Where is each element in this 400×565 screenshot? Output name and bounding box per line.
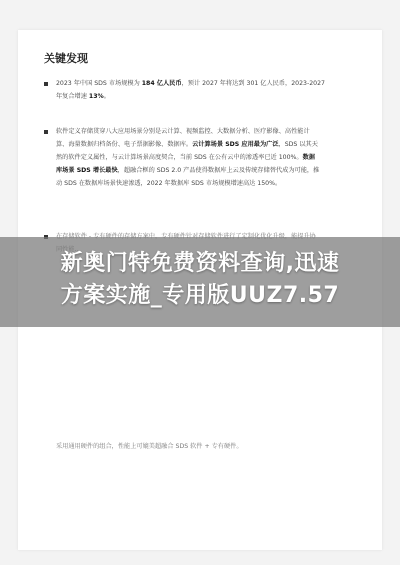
paragraph-line: 2023 年中国 SDS 市场规模为 184 亿人民币，预计 2027 年将达到 301 亿人民币，2023-2027	[56, 80, 325, 87]
paragraph-line: 算、海量数据归档备份、电子票据影像、数据库。云计算场景 SDS 应用最为广泛，SDS 以其天	[56, 141, 318, 148]
paragraph-line: 软件定义存储贯穿八大应用场景分别是云计算、视频监控、大数据分析、医疗影像、高性能计	[56, 128, 310, 135]
section-heading: 关键发现	[44, 52, 88, 65]
paragraph-line: 采用通用硬件的组合，性能上可媲美超融合 SDS 软件 + 专有硬件。	[56, 443, 243, 450]
overlay-line-2: 方案实施_专用版UUZ7.57	[60, 283, 340, 308]
bullet-1-icon	[44, 82, 48, 86]
paragraph-line: 然的软件定义属性，与云计算场景高度契合，当前 SDS 在公有云中的渗透率已近 100%。数据	[56, 154, 315, 161]
paragraph-line: 库场景 SDS 增长最快，超融合框的 SDS 2.0 产品使得数据库上云及传统存储替代成为可能，推	[56, 167, 320, 174]
paragraph-scenarios	[56, 125, 358, 190]
overlay-title	[0, 248, 400, 312]
paragraph-line: 年复合增速 13%。	[56, 93, 110, 100]
paragraph-line: 动 SDS 在数据库场景快速渗透，2022 年数据库 SDS 市场规模增速高达 150%。	[56, 180, 282, 187]
bullet-2-icon	[44, 130, 48, 134]
overlay-line-1: 新奥门特免费资料查询,迅速	[60, 251, 340, 276]
paragraph-generic-hardware	[56, 440, 358, 453]
paragraph-market-size	[56, 77, 358, 103]
